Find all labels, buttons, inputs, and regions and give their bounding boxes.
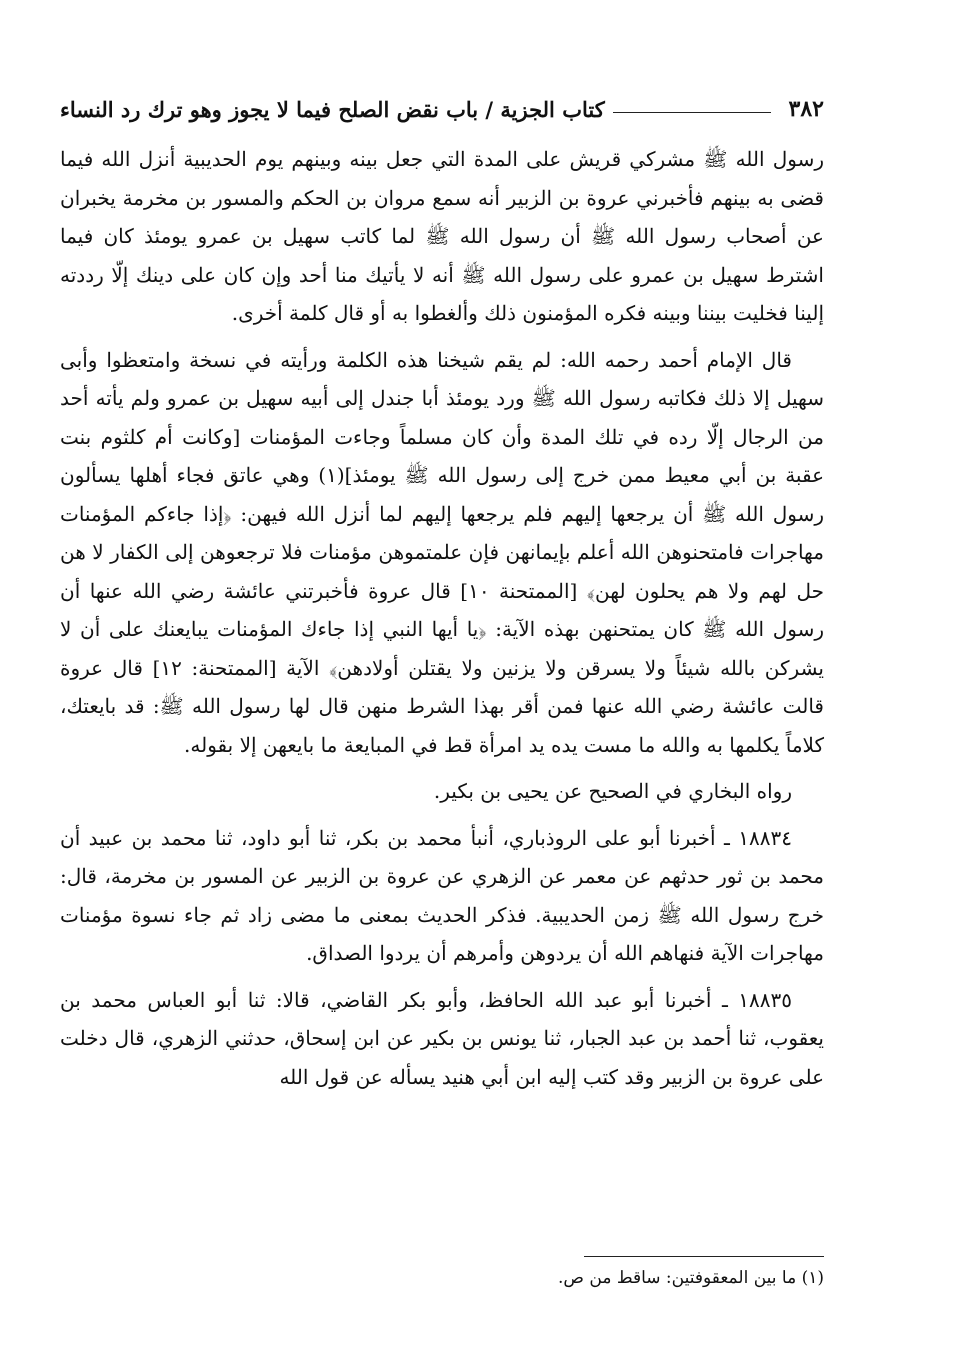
header-rule <box>613 112 771 113</box>
main-text <box>60 140 824 1104</box>
footnote-rule <box>584 1256 824 1257</box>
paragraph-2: قال الإمام أحمد رحمه الله: لم يقم شيخنا هذه الكلمة ورأيته في نسخة وامتعظوا وأبى سهيل إلا ذلك فكاتبه رسول الله ﷺ ورد يومئذ أبا جندل إلى أبيه سهيل بن عمرو ولم يأته أحد من الرجال إلّا رده في تلك المدة وأن كان مسلماً وجاءت المؤمنات [وكانت أم كلثوم بنت عقبة بن أبي معيط ممن خرج إلى رسول الله ﷺ يومئذ](١) وهي عاتق فجاء أهلها يسألون رسول الله ﷺ أن يرجعها إليهم فلم يرجعها إليهم لما أنزل الله فيهن: ﴿إذا جاءكم المؤمنات مهاجرات فامتحنوهن الله أعلم بإيمانهن فإن علمتموهن مؤمنات فلا ترجعوهن إلى الكفار لا هن حل لهم ولا هم يحلون لهن﴾ [الممتحنة ١٠] قال عروة فأخبرتني عائشة رضي الله عنها أن رسول الله ﷺ كان يمتحنهن بهذه الآية: ﴿يا أيها النبي إذا جاءك المؤمنات يبايعنك على أن لا يشركن بالله شيئاً ولا يسرقن ولا يزنين ولا يقتلن أولادهن﴾ الآية [الممتحنة: ١٢] قال عروة قالت عائشة رضي الله عنها فمن أقر بهذا الشرط منهن قال لها رسول الله ﷺ: قد بايعتك، كلاماً يكلمها به والله ما مست يده يد امرأة قط في المبايعة ما بايعهن إلا بقوله. <box>60 347 824 757</box>
footnote: (١) ما بين المعقوفتين: ساقط من ص. <box>558 1268 824 1288</box>
paragraph-4: ١٨٨٣٤ ـ أخبرنا أبو على الروذباري، أنبأ محمد بن بكر، ثنا أبو داود، ثنا محمد بن عبيد أن محمد بن ثور حدثهم عن معمر عن الزهري عن عروة بن الزبير عن المسور بن مخرمة، قال: خرج رسول الله ﷺ زمن الحديبية. فذكر الحديث بمعنى ما مضى زاد ثم جاء نسوة مؤمنات مهاجرات الآية فنهاهم الله أن يردوهن وأمرهم أن يردوا الصداق. <box>60 825 824 965</box>
running-title: كتاب الجزية / باب نقض الصلح فيما لا يجوز وهو ترك رد النساء <box>60 97 605 122</box>
running-header <box>60 86 824 122</box>
paragraph-5: ١٨٨٣٥ ـ أخبرنا أبو عبد الله الحافظ، وأبو بكر القاضي، قالا: ثنا أبو العباس محمد بن يعقوب، ثنا أحمد بن عبد الجبار، ثنا يونس بن بكير عن ابن إسحاق، حدثني الزهري، قال دخلت على عروة بن الزبير وقد كتب إليه ابن أبي هنيد يسأله عن قول الله <box>60 987 824 1089</box>
paragraph-1: رسول الله ﷺ مشركي قريش على المدة التي جعل بينه وبينهم يوم الحديبية أنزل الله فيما قضى به بينهم فأخبرني عروة بن الزبير أنه سمع مروان بن الحكم والمسور بن مخرمة يخبران عن أصحاب رسول الله ﷺ أن رسول الله ﷺ لما كاتب سهيل بن عمرو يومئذ كان فيما اشترط سهيل بن عمرو على رسول الله ﷺ أنه لا يأتيك منا أحد وإن كان على دينك إلّا رددته إلينا فخليت بيننا وبينه فكره المؤمنون ذلك وألغطوا به أو قال كلمة أخرى. <box>60 147 824 325</box>
page-number: ٣٨٢ <box>788 96 824 122</box>
paragraph-3: رواه البخاري في الصحيح عن يحيى بن بكير. <box>433 779 792 803</box>
